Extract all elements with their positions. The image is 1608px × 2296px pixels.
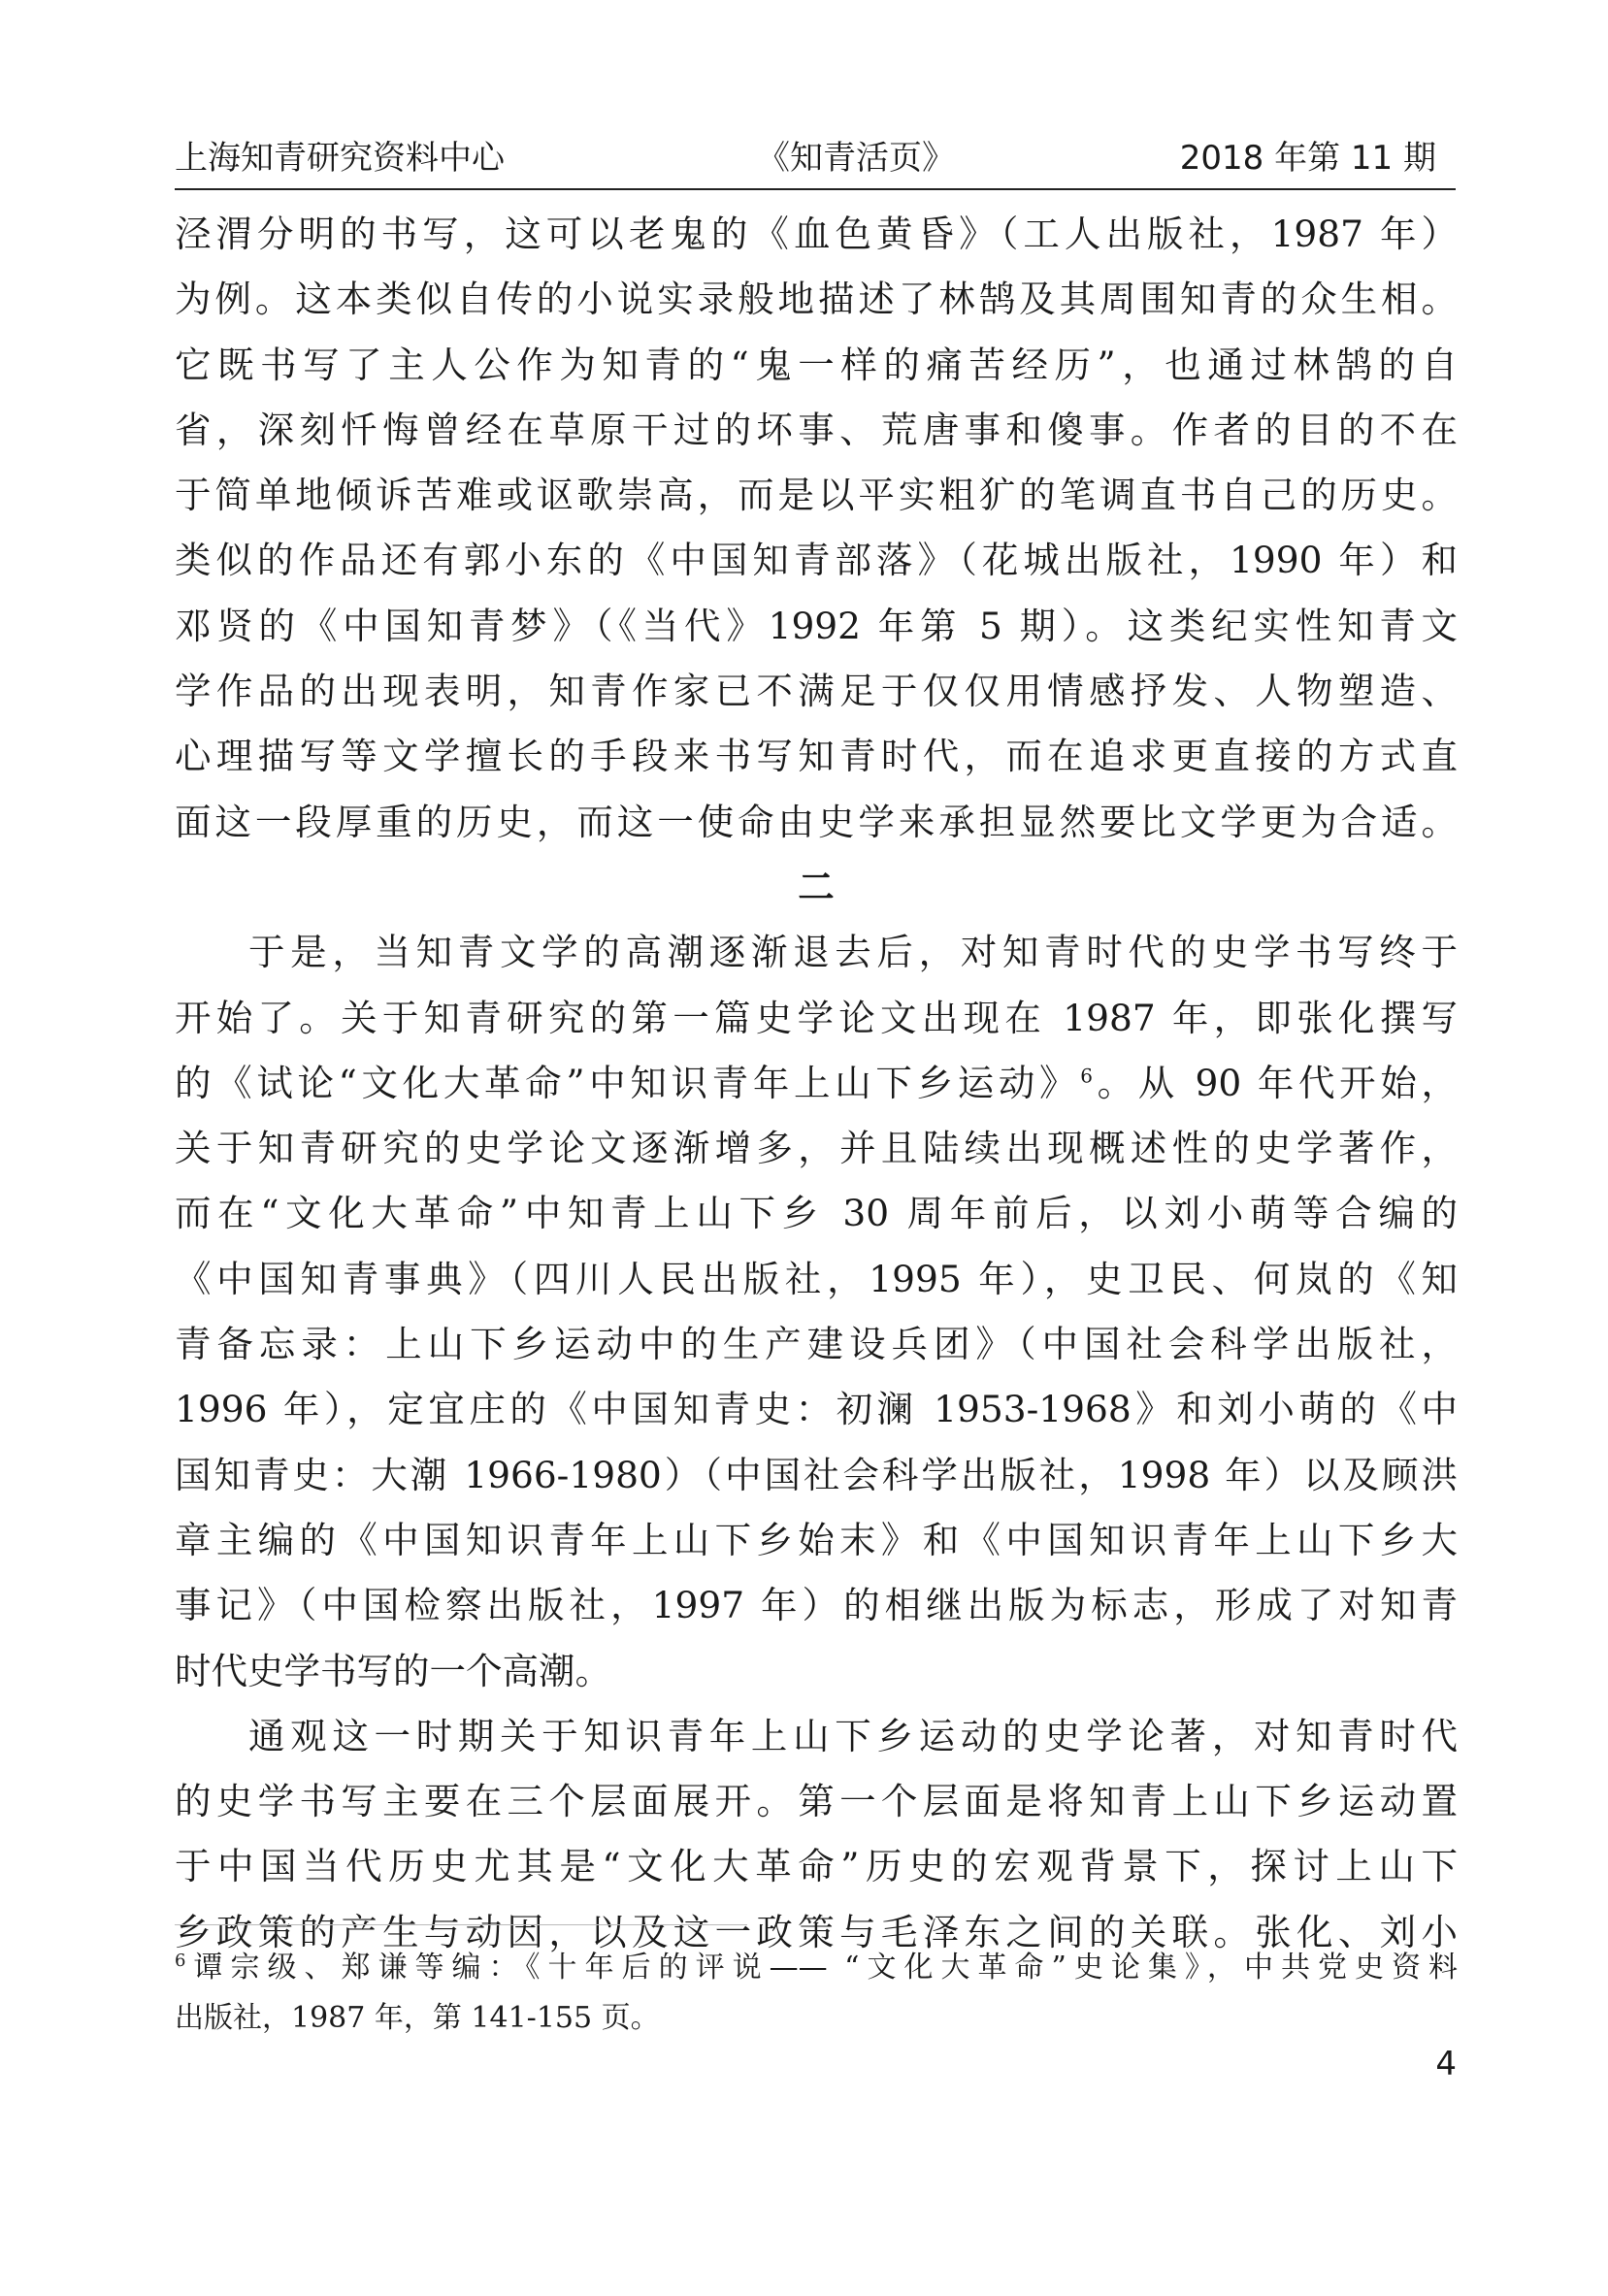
text-line: 通观这一时期关于知识青年上山下乡运动的史学论著，对知青时代 — [248, 1714, 1458, 1757]
header-publisher: 上海知青研究资料中心 — [175, 139, 505, 178]
text-segment: 的《试论“文化大革命”中知识青年上山下乡运动》 — [175, 1061, 1081, 1104]
text-line: 章主编的《中国知识青年上山下乡始末》和《中国知识青年上山下乡大 — [175, 1518, 1458, 1561]
text-line: 时代史学书写的一个高潮。 — [175, 1649, 611, 1692]
text-line: 泾渭分明的书写，这可以老鬼的《血色黄昏》（工人出版社，1987 年） — [175, 213, 1458, 255]
text-line: 于中国当代历史尤其是“文化大革命”历史的宏观背景下，探讨上山下 — [175, 1845, 1458, 1888]
text-line: 学作品的出现表明，知青作家已不满足于仅仅用情感抒发、人物塑造、 — [175, 670, 1458, 713]
text-line: 于简单地倾诉苦难或讴歌崇高，而是以平实粗犷的笔调直书自己的历史。 — [175, 474, 1458, 517]
text-line: 《中国知青事典》（四川人民出版社，1995 年），史卫民、何岚的《知 — [175, 1257, 1458, 1300]
text-segment: 。从 90 年代开始， — [1092, 1061, 1459, 1104]
text-line: 类似的作品还有郭小东的《中国知青部落》（花城出版社，1990 年）和 — [175, 539, 1458, 582]
text-line: 邓贤的《中国知青梦》（《当代》1992 年第 5 期）。这类纪实性知青文 — [175, 604, 1458, 647]
text-line: 乡政策的产生与动因，以及这一政策与毛泽东之间的关联。张化、刘小 — [175, 1910, 1458, 1953]
text-line: 关于知青研究的史学论文逐渐增多，并且陆续出现概述性的史学著作， — [175, 1127, 1458, 1170]
text-line-with-footnote-ref — [175, 1051, 1458, 1116]
article-body — [175, 202, 1458, 1965]
footnote — [175, 1943, 1458, 2044]
text-line: 它既书写了主人公作为知青的“鬼一样的痛苦经历”，也通过林鹄的自 — [175, 343, 1458, 386]
footnote-separator — [175, 1924, 747, 1925]
text-line: 1996 年），定宜庄的《中国知青史：初澜 1953-1968》和刘小萌的《中 — [175, 1388, 1458, 1431]
text-line: 开始了。关于知青研究的第一篇史学论文出现在 1987 年，即张化撰写 — [175, 996, 1458, 1039]
text-line: 事记》（中国检察出版社，1997 年）的相继出版为标志，形成了对知青 — [175, 1584, 1458, 1627]
text-line: 而在“文化大革命”中知青上山下乡 30 周年前后，以刘小萌等合编的 — [175, 1192, 1458, 1235]
footnote-line — [175, 1943, 1458, 1993]
section-heading: 二 — [798, 865, 835, 908]
header-journal-title: 《知青活页》 — [757, 139, 955, 178]
text-line: 于是，当知青文学的高潮逐渐退去后，对知青时代的史学书写终于 — [248, 931, 1458, 974]
text-line: 心理描写等文学擅长的手段来书写知青时代，而在追求更直接的方式直 — [175, 735, 1458, 778]
text-line: 面这一段厚重的历史，而这一使命由史学来承担显然要比文学更为合适。 — [175, 800, 1458, 843]
text-line: 国知青史：大潮 1966-1980）（中国社会科学出版社，1998 年）以及顾洪 — [175, 1453, 1458, 1496]
text-line: 省，深刻忏悔曾经在草原干过的坏事、荒唐事和傻事。作者的目的不在 — [175, 408, 1458, 451]
footnote-ref: 6 — [1080, 1064, 1093, 1088]
page-number: 4 — [1435, 2045, 1457, 2083]
footnote-mark: 6 — [175, 1951, 186, 1971]
text-line: 青备忘录：上山下乡运动中的生产建设兵团》（中国社会科学出版社， — [175, 1323, 1458, 1366]
text-line: 的史学书写主要在三个层面展开。第一个层面是将知青上山下乡运动置 — [175, 1780, 1458, 1823]
running-header — [175, 134, 1456, 190]
footnote-text: 谭宗级、郑谦等编：《十年后的评说—— “文化大革命”史论集》，中共党史资料 — [185, 1951, 1458, 1984]
footnote-line: 出版社，1987 年，第 141-155 页。 — [175, 2001, 660, 2035]
text-line: 为例。这本类似自传的小说实录般地描述了林鹄及其周围知青的众生相。 — [175, 278, 1458, 321]
header-issue: 2018 年第 11 期 — [1179, 139, 1436, 178]
